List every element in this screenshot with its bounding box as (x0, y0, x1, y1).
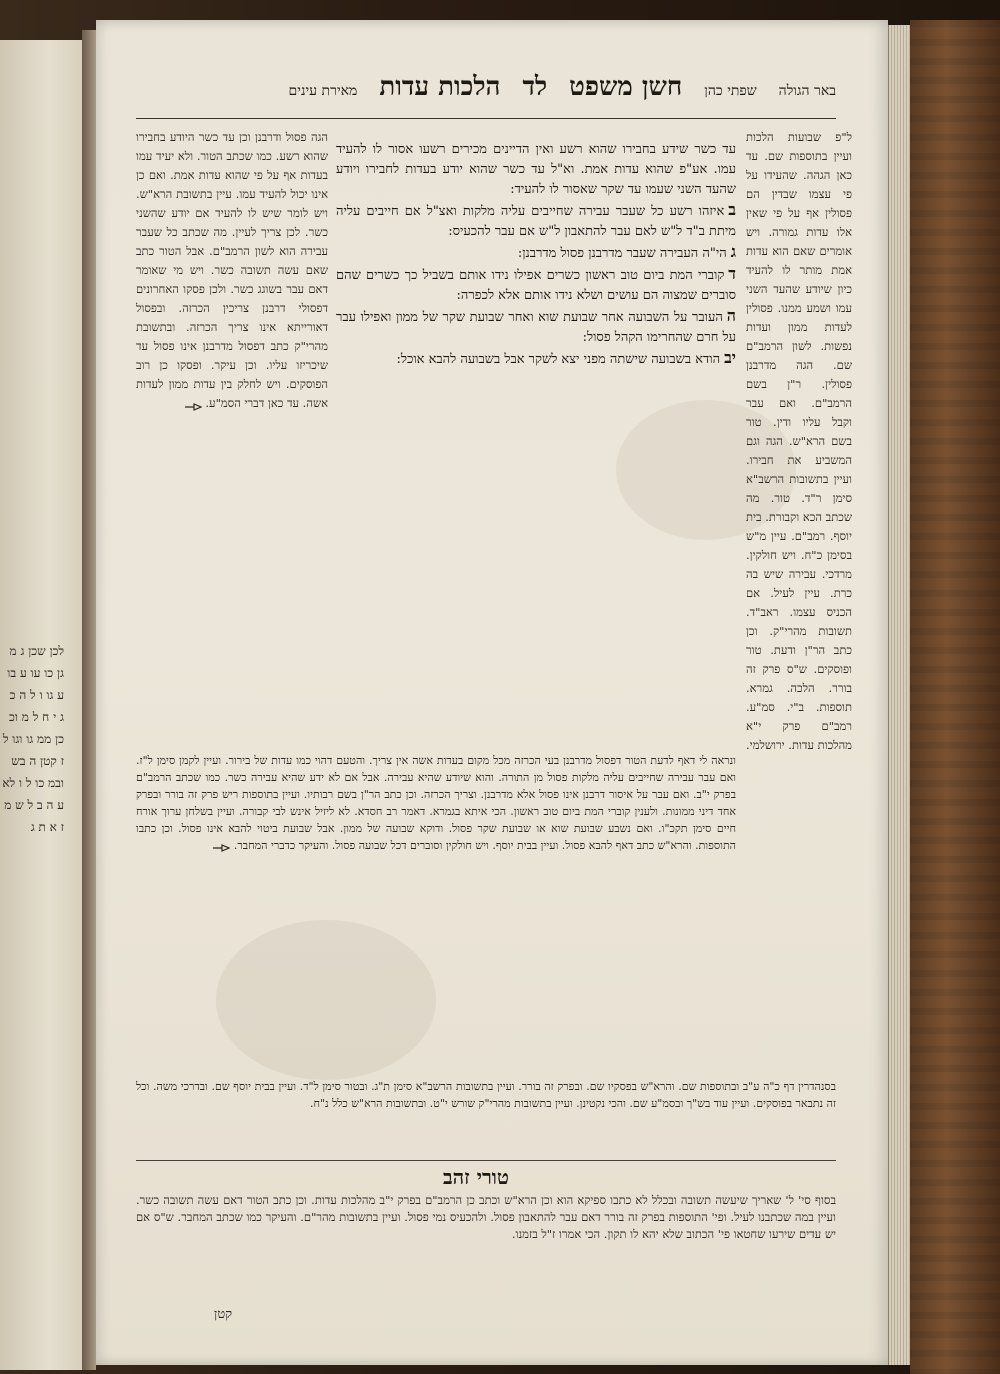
header-meirat-einayim: מאירת עינים (288, 83, 358, 99)
book-page (96, 20, 888, 1365)
intro-paragraph: עד כשר שידע בחבירו שהוא רשע ואין הדיינים מכירים רשעו אסור לו להעיד עמו. אע"פ שהוא עדות אמת. וא"ל עד כשר שהוא יודע בעדות לחבירו ויודע שהעד השני שעמו עד שקר שאסור לו להעיד: (336, 142, 736, 197)
seif-text: הודא בשבועה שישתה מפני יצא לשקר אבל בשבועה להבא אוכל: (396, 352, 721, 367)
bottom-notes-text: בסנהדרין דף כ"ה ע"ב ובתוספות שם. והרא"ש בפסקיו שם. ובפרק זה בורר. ועיין בתשובות הרשב"א סימן ת"ג. ובטור סימן ל"ד. ועיין בבית יוסף שם. ובדרכי משה. וכל זה נתבאר בפוסקים. ועיין עוד בש"ך ובסמ"ע שם. והכי נקטינן. ועיין בתשובות מהרי"ק שורש י"ט. ובתשובות הרא"ש כלל נ"ח. (136, 1080, 836, 1110)
taz-commentary-block (136, 1192, 836, 1302)
seif-text: הי"ה העבירה שעבר מדרבנן פסול מדרבנן: (517, 246, 727, 261)
leather-cover (910, 20, 1000, 1374)
seif-text: איזהו רשע כל שעבר עבירה שחייבים עליה מלקות ואצ"ל אם חייבים עליה מיתת ב"ד ל"ש לאם עבר להתאבון ל"ש אם עבר להכעיס: (336, 204, 736, 239)
header-shach: שפתי כהן (704, 83, 757, 99)
right-commentary-text: ל"פ שבועות הלכות ועיין בתוספות שם. עד כאן הגהה. שהעידו על פי עצמו שבדין הם פסולין אף על פי שאין אלו עדות גמורה. ויש אומרים שאם הוא עדות אמת מותר לו להעיד כיון שיודע שהעד השני עמו ושמע ממנו. פסולין לעדות ממון ועדות נפשות. לשון הרמב"ם שם. הגה מדרבנן פסולין. ר"ן בשם הרמב"ם. ואם עבר וקבל עליו ודין. טור בשם הרא"ש. הגה וגם המשביע את חבירו. ועיין בתשובות הרשב"א סימן ר"ד. טור. מה שכתב הכא וקבורת. בית יוסף. רמב"ם. עיין מ"ש בסימן כ"ח. ויש חולקין. מרדכי. עבירה שיש בה כרת. עיין לעיל. אם הכניס עצמו. ראב"ד. תשובות מהרי"ק. וכן כתב הר"ן ודעת. טור ופוסקים. ש"ס פרק זה בורר. הלכה. גמרא. תוספות. ב"י. סמ"ע. רמב"ם פרק י"א מהלכות עדות. ירושלמי. (746, 130, 852, 752)
bottom-notes-block (136, 1078, 836, 1158)
seif-marker: ג (730, 242, 736, 261)
main-text-column (336, 140, 736, 750)
facing-page-edge (0, 40, 84, 1370)
catchword: קטן (214, 1307, 233, 1322)
pointing-hand-icon (212, 841, 230, 851)
seif-marker: ד (728, 264, 736, 283)
header-beer-hagolah: באר הגולה (778, 83, 836, 99)
header-rule (136, 118, 836, 119)
pointing-hand-icon (184, 399, 202, 409)
seif-marker: ב (728, 200, 736, 219)
taz-heading: טורי זהב (443, 1165, 509, 1189)
facing-page-text: לכן שכן ג מ גן כו עו ע בו ע גו ו ל ה כ ג י ח ל מ וכ כן ממ גו וגו ל ז קטן ה בש ובמ כו ל ו לא ע ה ב ל ש מ ז א ת ג (2, 644, 64, 834)
book-gutter (82, 30, 96, 1370)
lower-commentary-block (136, 752, 736, 1070)
seif-marker: יב (724, 348, 736, 367)
right-commentary-column (746, 128, 852, 1148)
seif-text: קוברי המת ביום טוב ראשון כשרים אפילו נידו אותם בשביל כך כשרים שהם סוברים שמצוה הם עושים ושלא נידו אותם אלא לכפרה: (336, 268, 736, 303)
header-laws-title: הלכות עדות (379, 72, 501, 102)
left-commentary-text: הגה פסול ודרבנן וכן עד כשר היודע בחבירו שהוא רשע. כמו שכתב הטור. ולא יעיד עמו בעדות אף על פי שהוא עדות אמת. ואם כן אינו יכול להעיד עמו. עיין בתשובת הרא"ש. ויש לומר שיש לו להעיד אם יודע שהשני כשר. לכן צריך לעיין. מה שכתב כל שעבר עבירה הוא לשון הרמב"ם. אבל הטור כתב שאם עשה תשובה כשר. ויש מי שאומר דאם עבר בשוגג כשר. ולכן פסקו האחרונים דפסולי דרבנן צריכין הכרזה. ובפסול דאורייתא אינו צריך הכרזה. ובתשובת מהרי"ק כתב דפסול מדרבנן אינו פסול עד שיכריזו עליו. וכן עיקר. ופסקו כן רוב הפוסקים. ויש לחלק בין עדות ממון לעדות אשה. עד כאן דברי הסמ"ע. (136, 130, 328, 410)
running-header (136, 72, 836, 116)
lower-commentary-text: ונראה לי דאף לדעת הטור דפסול מדרבנן בעי הכרזה מכל מקום בעדות אשה אין צריך. והטעם דהוי כמו עדות של בירור. ועיין לקמן סימן ל"ז. ואם עבר עבירה שחייבים עליה מלקות פסול מן התורה. והוא שיודע שהיא עבירה. אבל אם לא ידע שהיא עבירה כשר. כמו שכתב הרמב"ם בפרק י"ב. ואם עבר על איסור דרבנן אינו פסול אלא מדרבנן. וצריך הכרזה. וכן כתב הר"ן בשם רבותיו. ועיין בתוספות ריש פרק זה בורר ובפרק אחד דיני ממונות. ולענין קוברי המת ביום טוב ראשון. הכי איתא בגמרא. דאמר רב חסדא. לא ליזיל אינש לבי קבורה. ועיין בשלחן ערוך אורח חיים סימן תקכ"ו. ואם נשבע שבועת שוא או שבועת שקר פסול. ודוקא שבועה של ממון. אבל שבועת ביטוי להבא אינו פסול. וכן כתבו התוספות. והרא"ש כתב דאף להבא פסול. ועיין בבית יוסף. ויש חולקין וסוברים דכל שבועה פסול. והעיקר כדברי המחבר. (136, 754, 736, 852)
main-text (336, 140, 736, 370)
header-page-number: לד (522, 72, 548, 102)
left-commentary-column (136, 128, 328, 738)
seif-text: העובר על השבועה אחר שבועת שוא ואחר שבועת שקר של ממון ואפילו עבר על חרם שהחרימו הקהל פסול: (336, 310, 736, 345)
header-section-title: חשן משפט (569, 72, 683, 102)
page-block-edges (888, 25, 911, 1365)
seif-marker: ה (726, 306, 736, 325)
taz-divider (136, 1160, 836, 1161)
taz-commentary-text: בסוף סי' ל' שאריך שיעשה תשובה ובכלל לא כתבו ספיקא הוא וכן הרא"ש וכתב כן הרמב"ם בפרק י"ב מהלכות עדות. וכן כתב הטור דאם עשה תשובה כשר. ועיין במה שכתבנו לעיל. ופי' התוספות בפרק זה בורר דאם עבר להתאבון פסול. ולהכעיס נמי פסול. ועיין בתשובות מהר"ם. והעיקר כמו שכתב המחבר. ש"ס אם יש עדים שירעו שחטאו פי' הכתוב שלא יהא לו תקון. הכי אמרו ז"ל בזמנו. (136, 1193, 836, 1241)
